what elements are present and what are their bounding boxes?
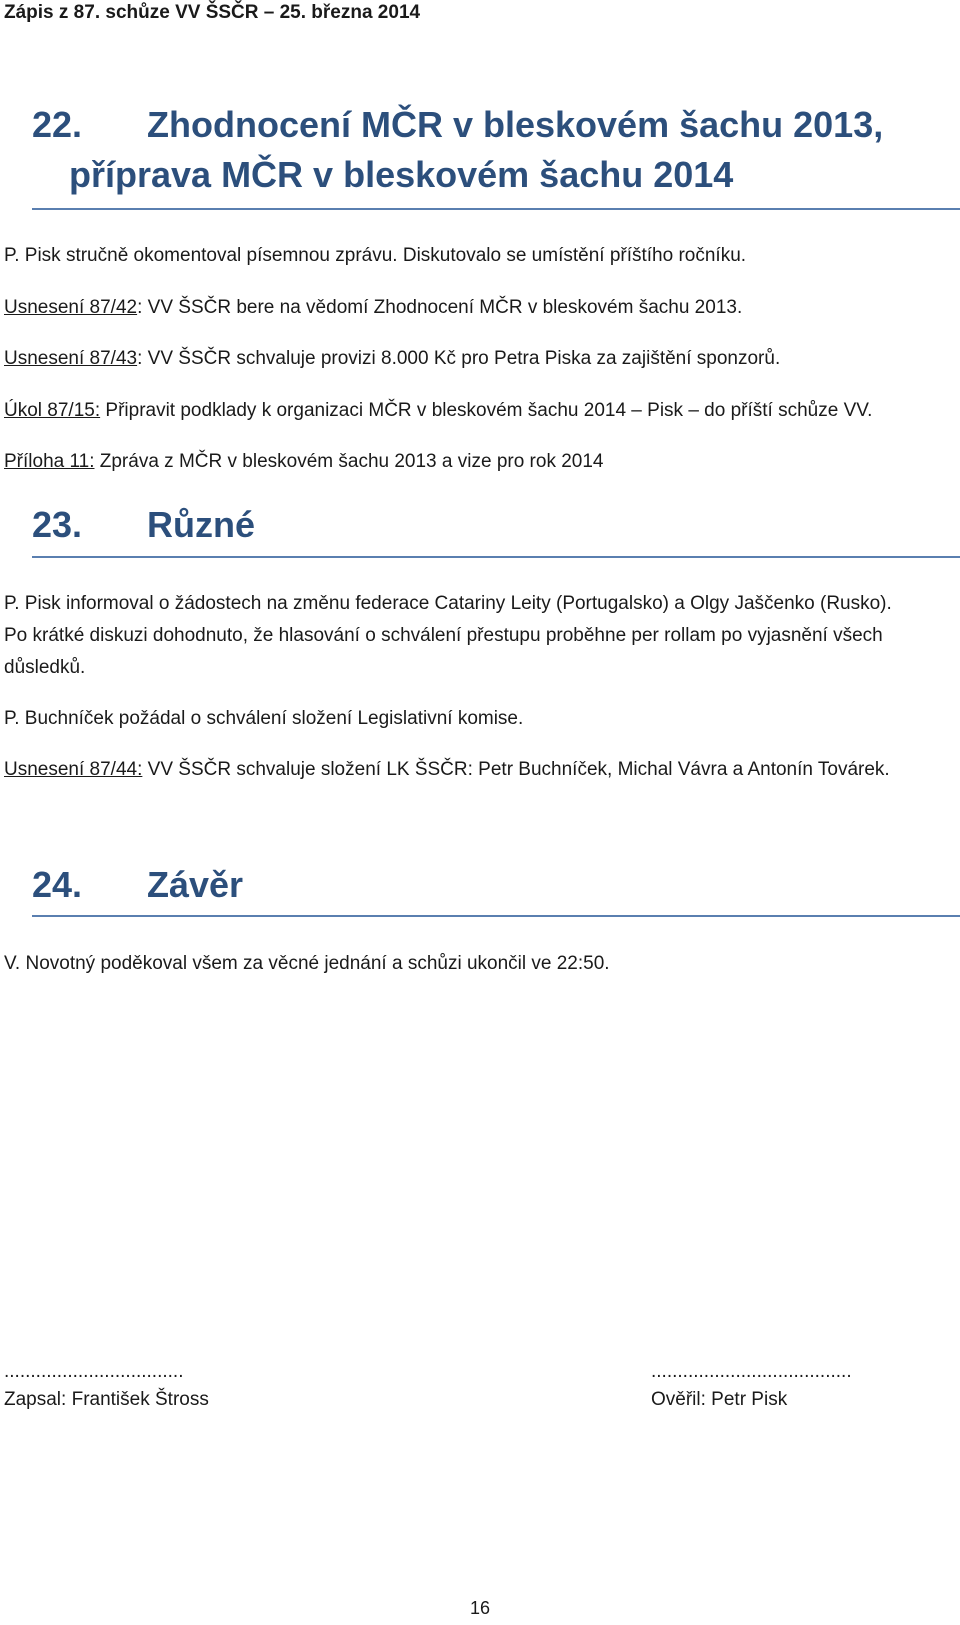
section-23-paragraph-2: P. Buchníček požádal o schválení složení Legislativní komise. (4, 708, 524, 729)
section-22-paragraph: P. Pisk stručně okomentoval písemnou zprávu. Diskutovalo se umístění příštího ročníku. (4, 245, 747, 266)
resolution-87-43 (4, 343, 952, 375)
attachment-11-text: Zpráva z MČR v bleskovém šachu 2013 a vize pro rok 2014 (94, 451, 604, 472)
section-22-rule (32, 208, 960, 210)
signature-right-dots: ...................................... (651, 1361, 852, 1382)
task-87-15-text: Připravit podklady k organizaci MČR v bleskovém šachu 2014 – Pisk – do příští schůze VV. (100, 400, 873, 421)
section-23-rule (32, 556, 960, 558)
section-22-title-line1: Zhodnocení MČR v bleskovém šachu 2013, (147, 104, 884, 145)
signature-left-label: Zapsal: František Štross (4, 1389, 209, 1410)
resolution-87-44-text: VV ŠSČR schvaluje složení LK ŠSČR: Petr Buchníček, Michal Vávra a Antonín Továrek. (142, 759, 890, 780)
section-22-heading (32, 100, 960, 212)
resolution-87-42 (4, 292, 952, 324)
signature-right (651, 1358, 852, 1414)
task-87-15-label: Úkol 87/15: (4, 400, 101, 421)
section-23-paragraph-1: P. Pisk informoval o žádostech na změnu federace Catariny Leity (Portugalsko) a Olgy Jaščenko (Rusko). Po krátké diskuzi dohodnuto, že hlasování o schválení přestupu proběhne per rollam po vyjasnění všech důsledků. (4, 593, 892, 678)
section-24-paragraph: V. Novotný poděkoval všem za věcné jednání a schůzi ukončil ve 22:50. (4, 953, 610, 974)
resolution-87-44 (4, 754, 952, 786)
signature-left (4, 1358, 209, 1414)
section-23-title: Různé (147, 504, 255, 545)
page-header: Zápis z 87. schůze VV ŠSČR – 25. března 2014 (4, 2, 421, 23)
section-23-number: 23. (32, 504, 83, 545)
attachment-11 (4, 446, 952, 478)
resolution-87-42-label: Usnesení 87/42 (4, 297, 138, 318)
section-22-number: 22. (32, 104, 83, 145)
page-number: 16 (469, 1598, 491, 1618)
section-23-heading (32, 500, 960, 560)
section-24-heading (32, 860, 960, 920)
resolution-87-43-label: Usnesení 87/43 (4, 348, 138, 369)
resolution-87-43-text: : VV ŠSČR schvaluje provizi 8.000 Kč pro Petra Piska za zajištění sponzorů. (137, 348, 781, 369)
section-22-title-line2: příprava MČR v bleskovém šachu 2014 (69, 154, 734, 195)
section-24-title: Závěr (147, 864, 244, 905)
section-24-rule (32, 915, 960, 917)
attachment-11-label: Příloha 11: (4, 451, 95, 472)
resolution-87-44-label: Usnesení 87/44: (4, 759, 143, 780)
signature-left-dots: .................................. (4, 1361, 184, 1382)
resolution-87-42-text: : VV ŠSČR bere na vědomí Zhodnocení MČR v bleskovém šachu 2013. (137, 297, 743, 318)
signature-right-label: Ověřil: Petr Pisk (651, 1389, 788, 1410)
task-87-15 (4, 395, 952, 427)
section-24-number: 24. (32, 864, 83, 905)
